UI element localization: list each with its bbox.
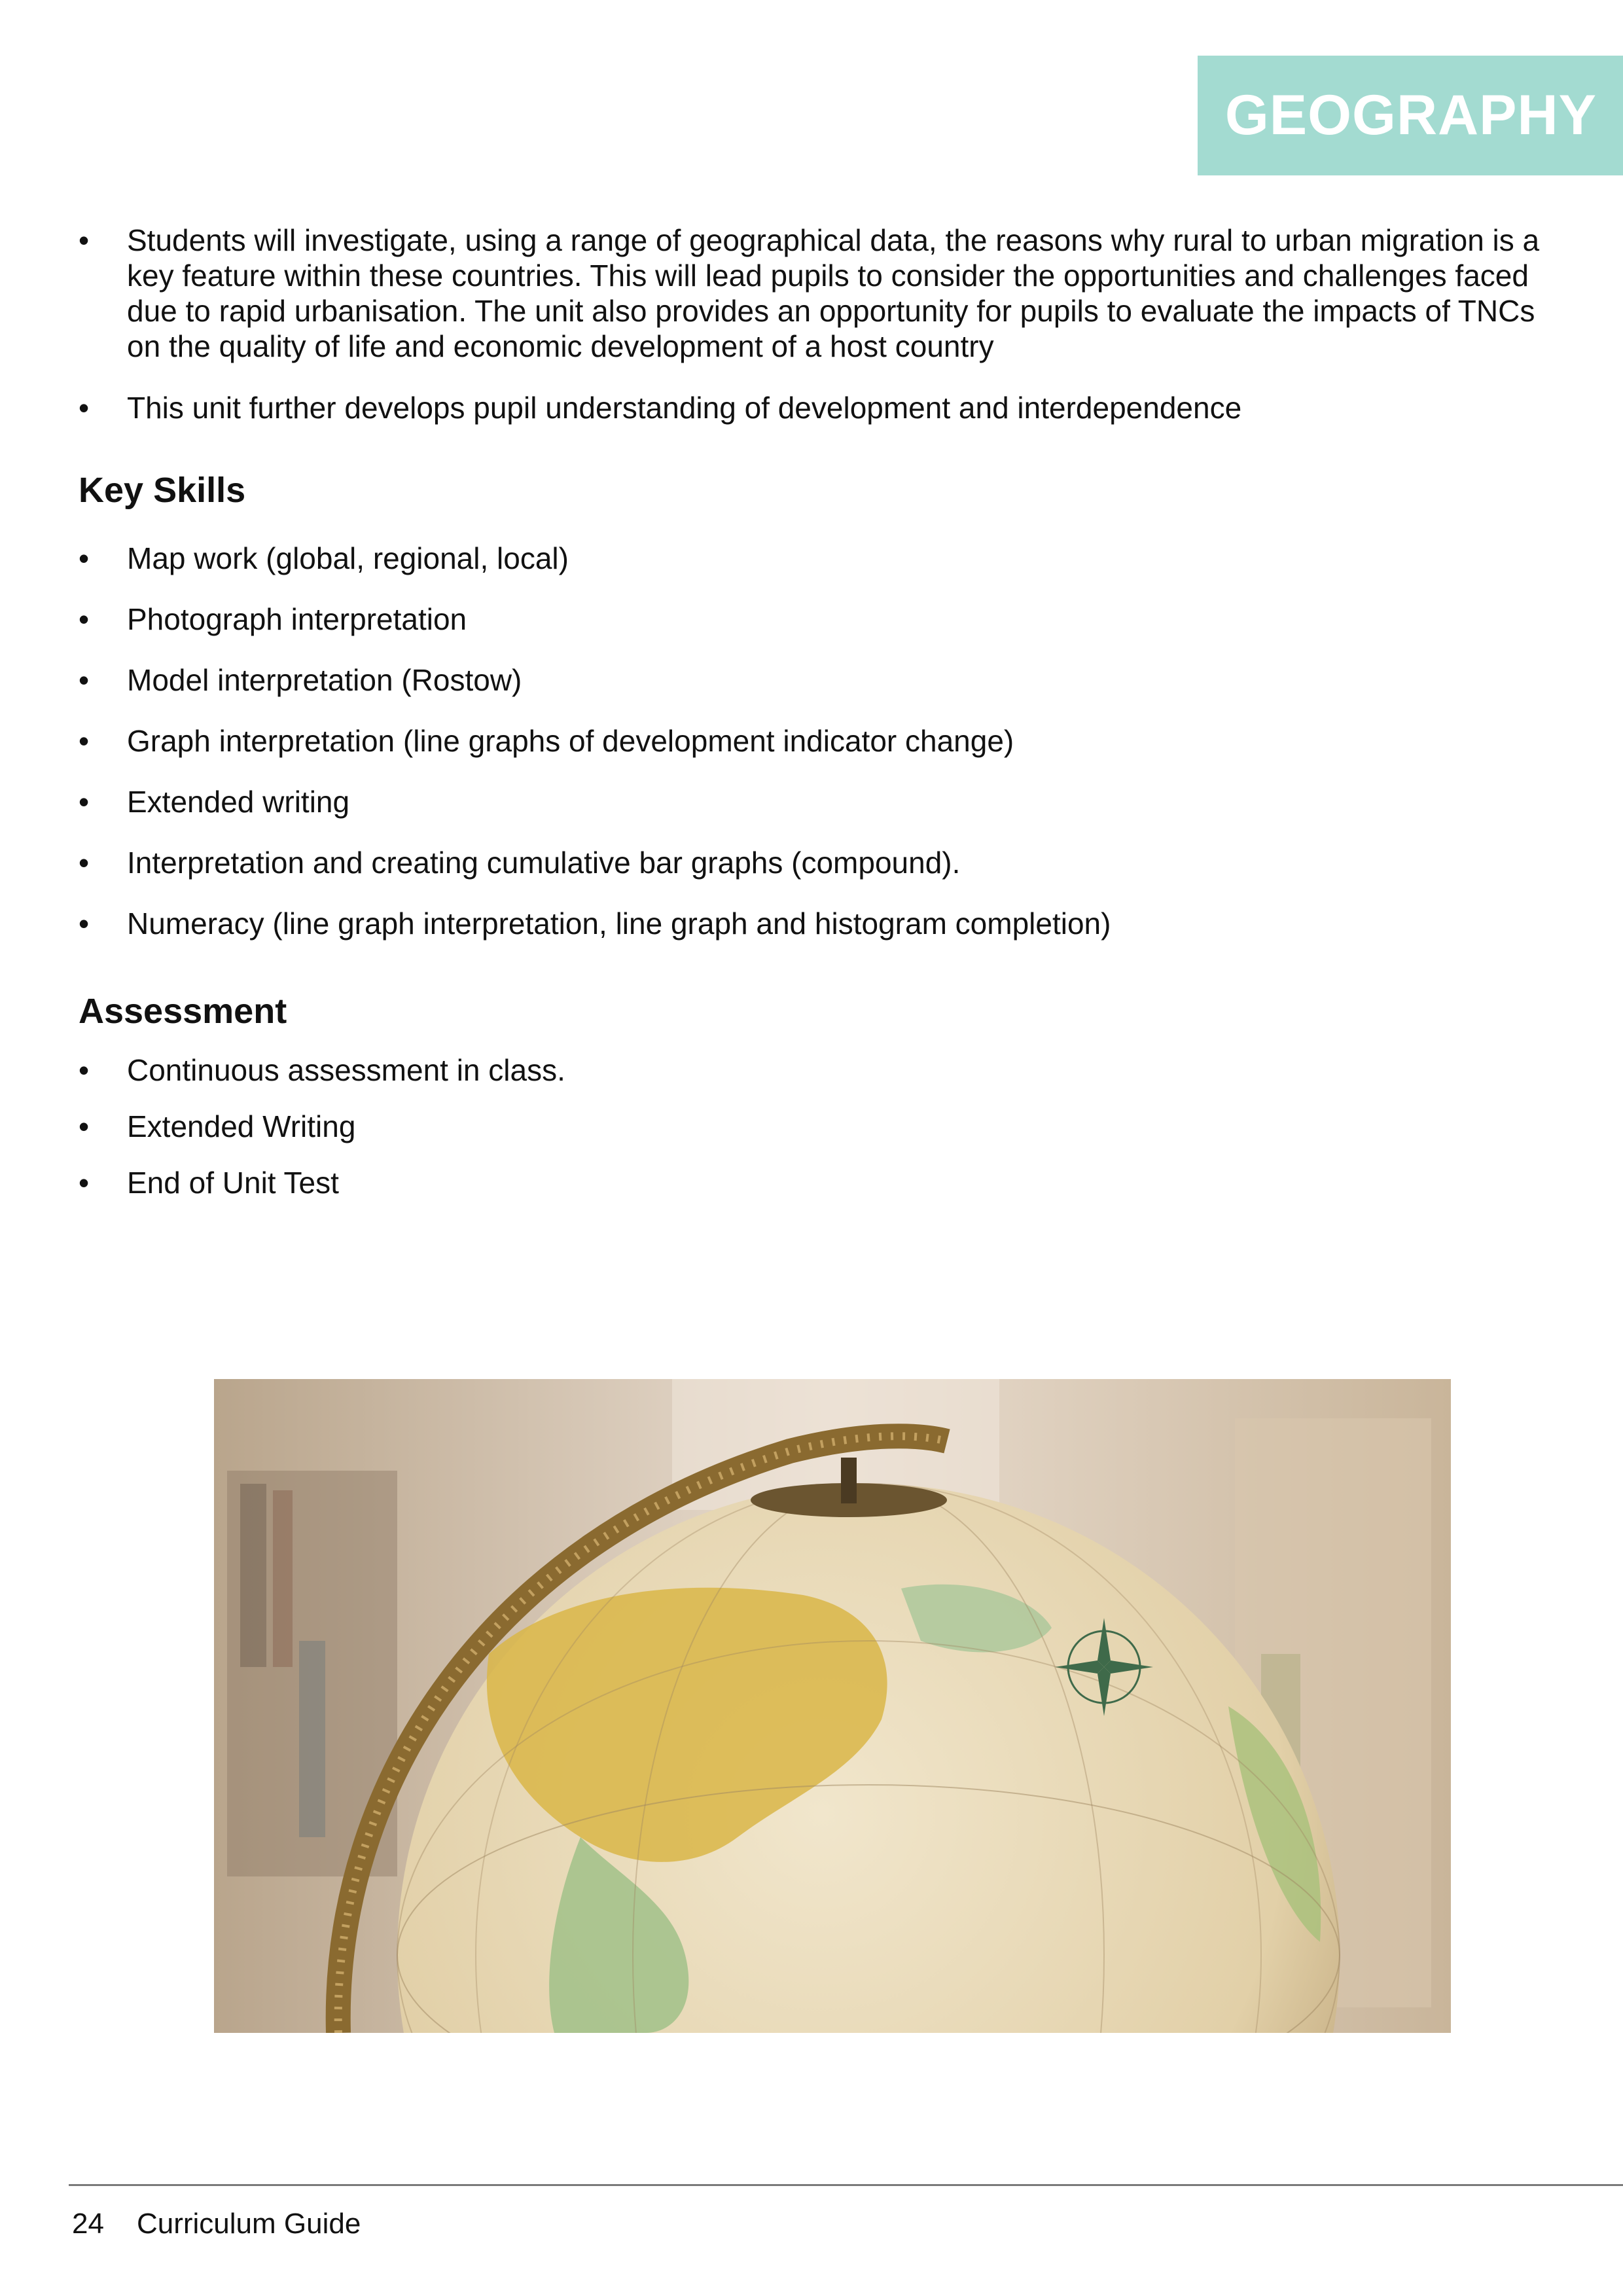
footer-divider bbox=[69, 2184, 1623, 2186]
list-item: • Photograph interpretation bbox=[79, 601, 1544, 637]
globe-photo bbox=[214, 1379, 1451, 2033]
list-item: • Students will investigate, using a range of geographical data, the reasons why rural to urban migration is a key feature within these countries. This will lead pupils to consider the opportunities and challenges faced due to rapid urbanisation. The unit also provides an opportunity for pupils to evaluate the impacts of TNCs on the quality of life and economic development of a host country bbox=[79, 223, 1544, 364]
list-item: • Extended Writing bbox=[79, 1109, 1544, 1144]
subject-title: GEOGRAPHY bbox=[1224, 84, 1597, 147]
page-content bbox=[79, 223, 1544, 1221]
assessment-list bbox=[79, 1052, 1544, 1200]
list-item: • Interpretation and creating cumulative bar graphs (compound). bbox=[79, 845, 1544, 880]
list-item: • Model interpretation (Rostow) bbox=[79, 662, 1544, 698]
list-item: • Map work (global, regional, local) bbox=[79, 541, 1544, 576]
list-item: • Graph interpretation (line graphs of development indicator change) bbox=[79, 723, 1544, 759]
list-item: • Numeracy (line graph interpretation, line graph and histogram completion) bbox=[79, 906, 1544, 941]
intro-list bbox=[79, 223, 1544, 425]
key-skills-list bbox=[79, 541, 1544, 941]
globe-illustration bbox=[214, 1379, 1451, 2033]
list-item: • This unit further develops pupil understanding of development and interdependence bbox=[79, 390, 1544, 425]
key-skills-heading: Key Skills bbox=[79, 471, 246, 510]
page-number: 24 bbox=[72, 2208, 104, 2240]
list-item: • Continuous assessment in class. bbox=[79, 1052, 1544, 1088]
list-item: • Extended writing bbox=[79, 784, 1544, 819]
assessment-heading: Assessment bbox=[79, 992, 287, 1031]
footer-title: Curriculum Guide bbox=[136, 2208, 361, 2240]
list-item: • End of Unit Test bbox=[79, 1165, 1544, 1200]
subject-tab bbox=[1198, 56, 1623, 175]
footer bbox=[72, 2206, 361, 2242]
